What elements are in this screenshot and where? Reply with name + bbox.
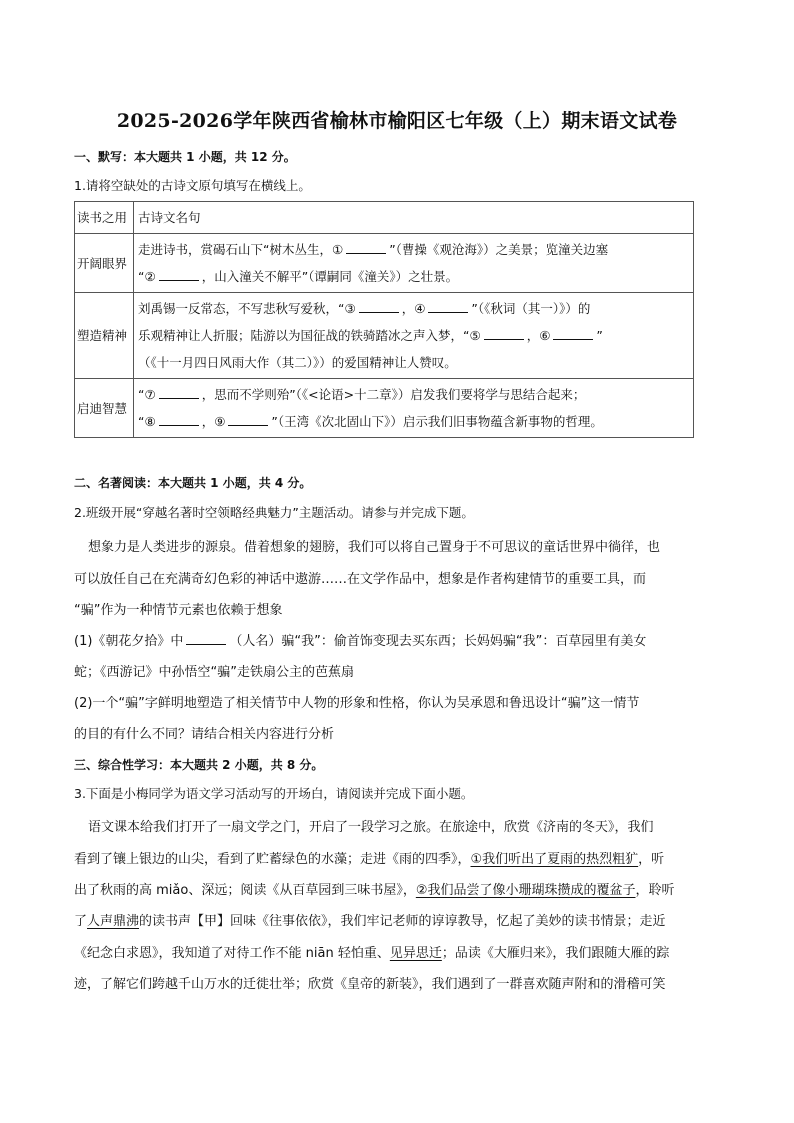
page-title: 2025-2026学年陕西省榆林市榆阳区七年级（上）期末语文试卷 (116, 110, 678, 132)
blank-1[interactable] (346, 241, 386, 254)
row-content: 走进诗书，赏碣石山下“树木丛生，① ”（曹操《观沧海》）之美景；览潼关边塞 “② ，山入潼关不解平”（谭嗣同《潼关》）之壮景。 (134, 234, 694, 293)
question-2-prompt: 2.班级开展“穿越名著时空领略经典魅力”主题活动。请参与并完成下题。 (74, 505, 474, 520)
passage-line: “骗”作为一种情节元素也依赖于想象 (74, 603, 283, 618)
table-header-cell: 读书之用 (75, 202, 134, 234)
table-row (75, 293, 694, 379)
table-header-row (75, 202, 694, 234)
table-header-cell: 古诗文名句 (134, 202, 694, 234)
poem-table (74, 201, 694, 438)
row-label: 塑造精神 (75, 293, 134, 379)
underlined-idiom-2: 见异思迁 (389, 946, 442, 961)
passage-line: 的目的有什么不同？请结合相关内容进行分析 (74, 727, 335, 742)
section-3-heading: 三、综合性学习：本大题共 2 小题，共 8 分。 (74, 758, 324, 772)
blank-7[interactable] (159, 386, 199, 399)
name-blank[interactable] (186, 632, 226, 645)
question-1-prompt: 1.请将空缺处的古诗文原句填写在横线上。 (74, 178, 311, 193)
row-content: 刘禹锡一反常态，不写悲秋写爱秋，“③ ，④ ”（《秋词（其一）》）的 乐观精神让人折服；陆游以为国征战的铁骑踏冰之声入梦，“⑤ ，⑥ ” （《十一月四日风雨大作（其二）》）的爱国精神让人赞叹。 (134, 293, 694, 379)
blank-9[interactable] (228, 413, 268, 426)
blank-6[interactable] (553, 327, 593, 340)
blank-5[interactable] (484, 327, 524, 340)
passage-line: 想象力是人类进步的源泉。借着想象的翅膀，我们可以将自己置身于不可思议的童话世界中徜徉，也 (88, 540, 661, 555)
passage-line: 语文课本给我们打开了一扇文学之门，开启了一段学习之旅。在旅途中，欣赏《济南的冬天》，我们 (88, 820, 654, 835)
sub-question-1: (1)《朝花夕拾》中 （人名）骗“我”：偷首饰变现去买东西；长妈妈骗“我”：百草园里有美女 (74, 634, 647, 649)
passage-line: 《纪念白求恩》，我知道了对待工作不能 niān 轻怕重、见异思迁；品读《大雁归来》，我们跟随大雁的踪 (74, 946, 670, 961)
passage-line: 迹，了解它们跨越千山万水的迁徙壮举；欣赏《皇帝的新装》，我们遇到了一群喜欢随声附和的滑稽可笑 (74, 977, 666, 992)
table-row (75, 379, 694, 438)
sub-question-2: (2)一个“骗”字鲜明地塑造了相关情节中人物的形象和性格，你认为吴承恩和鲁迅设计“骗”这一情节 (74, 696, 640, 711)
blank-4[interactable] (428, 300, 468, 313)
section-1-heading: 一、默写：本大题共 1 小题，共 12 分。 (74, 150, 296, 164)
table-row (75, 234, 694, 293)
passage-line: 看到了镶上银边的山尖，看到了贮蓄绿色的水藻；走进《雨的四季》，①我们听出了夏雨的热烈粗犷，听 (74, 852, 665, 867)
section-2-heading: 二、名著阅读：本大题共 1 小题，共 4 分。 (74, 476, 312, 490)
row-content: “⑦ ，思而不学则殆”（《<论语>十二章》）启发我们要将学与思结合起来； “⑧ ，⑨ ”（王湾《次北固山下》）启示我们旧事物蕴含新事物的哲理。 (134, 379, 694, 438)
blank-8[interactable] (159, 413, 199, 426)
row-label: 开阔眼界 (75, 234, 134, 293)
passage-line: 蛇；《西游记》中孙悟空“骗”走铁扇公主的芭蕉扇 (74, 665, 354, 680)
question-3-prompt: 3.下面是小梅同学为语文学习活动写的开场白，请阅读并完成下面小题。 (74, 786, 474, 801)
passage-line: 了人声鼎沸的读书声【甲】回味《往事依依》，我们牢记老师的谆谆教导，忆起了美妙的读书情景；走近 (74, 914, 666, 929)
passage-line: 可以放任自己在充满奇幻色彩的神话中遨游……在文学作品中，想象是作者构建情节的重要工具，而 (74, 572, 647, 587)
blank-2[interactable] (159, 268, 199, 281)
row-label: 启迪智慧 (75, 379, 134, 438)
underlined-sentence-1: ①我们听出了夏雨的热烈粗犷 (470, 852, 639, 867)
underlined-idiom-1: 人声鼎沸 (87, 914, 140, 929)
passage-line: 出了秋雨的高 miǎo、深远；阅读《从百草园到三味书屋》，②我们品尝了像小珊瑚珠攒成的覆盆子，聆听 (74, 883, 675, 898)
underlined-sentence-2: ②我们品尝了像小珊瑚珠攒成的覆盆子 (415, 883, 636, 898)
blank-3[interactable] (359, 300, 399, 313)
